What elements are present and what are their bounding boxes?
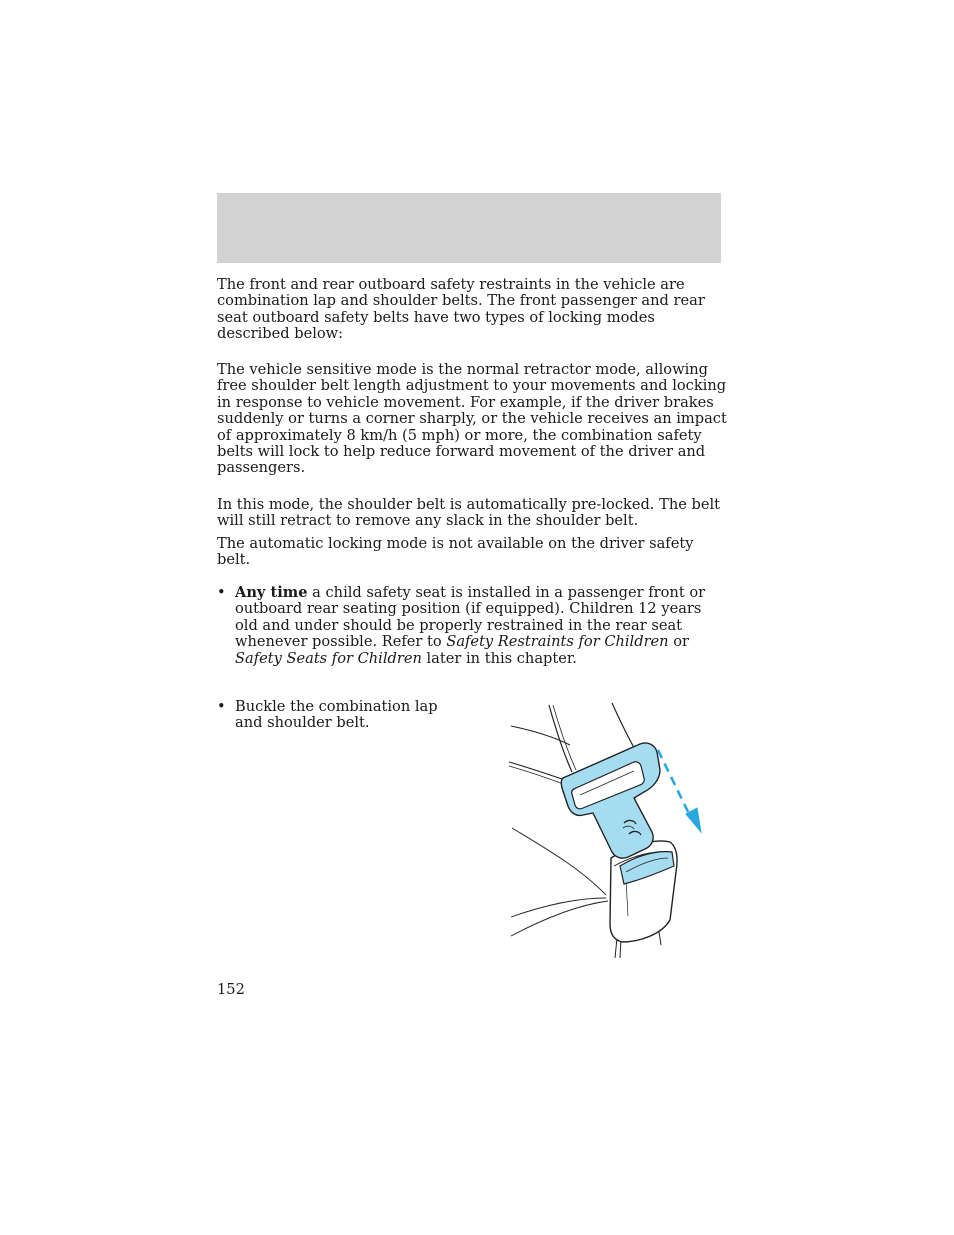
automatic-locking-mode-paragraph: In this mode, the shoulder belt is automatically pre-locked. The belt will still retract to remove any slack in the shoulder belt. bbox=[217, 496, 721, 530]
bullet-marker: • bbox=[217, 584, 226, 601]
automatic-locking-driver-note: The automatic locking mode is not available on the driver safety belt. bbox=[217, 535, 694, 569]
intro-paragraph: The front and rear outboard safety restraints in the vehicle are combination lap and shoulder belts. The front passenger and rear seat outboard safety belts have two types of locking modes described below: bbox=[217, 276, 705, 343]
bullet-text: Buckle the combination lap and shoulder belt. bbox=[235, 698, 438, 732]
bullet-text bbox=[235, 585, 727, 667]
reference-safety-seats-for-children: Safety Seats for Children bbox=[235, 649, 422, 667]
bullet-text-part: later in this chapter. bbox=[421, 649, 577, 667]
seat-belt-buckle-illustration bbox=[505, 700, 715, 962]
page-number: 152 bbox=[217, 981, 245, 998]
section-header-band bbox=[217, 193, 721, 263]
reference-safety-restraints-for-children: Safety Restraints for Children bbox=[446, 633, 669, 651]
vehicle-sensitive-mode-paragraph: The vehicle sensitive mode is the normal retractor mode, allowing free shoulder belt length adjustment to your movements and locking in response to vehicle movement. For example, if the driver brakes suddenly or turns a corner sharply, or the vehicle receives an impact of approximately 8 km/h (5 mph) or more, the combination safety belts will lock to help reduce forward movement of the driver and passengers. bbox=[217, 361, 727, 477]
bullet-marker: • bbox=[217, 698, 226, 715]
any-time-emphasis: Any time bbox=[235, 584, 308, 601]
bullet-text-part: or bbox=[668, 633, 689, 651]
bullet-text-part: a child safety seat is installed in a passenger front or outboard rear seating position (if equipped). Children 12 years old and under should be properly restrained in the rear seat whenever possible. Refer to bbox=[235, 584, 706, 651]
